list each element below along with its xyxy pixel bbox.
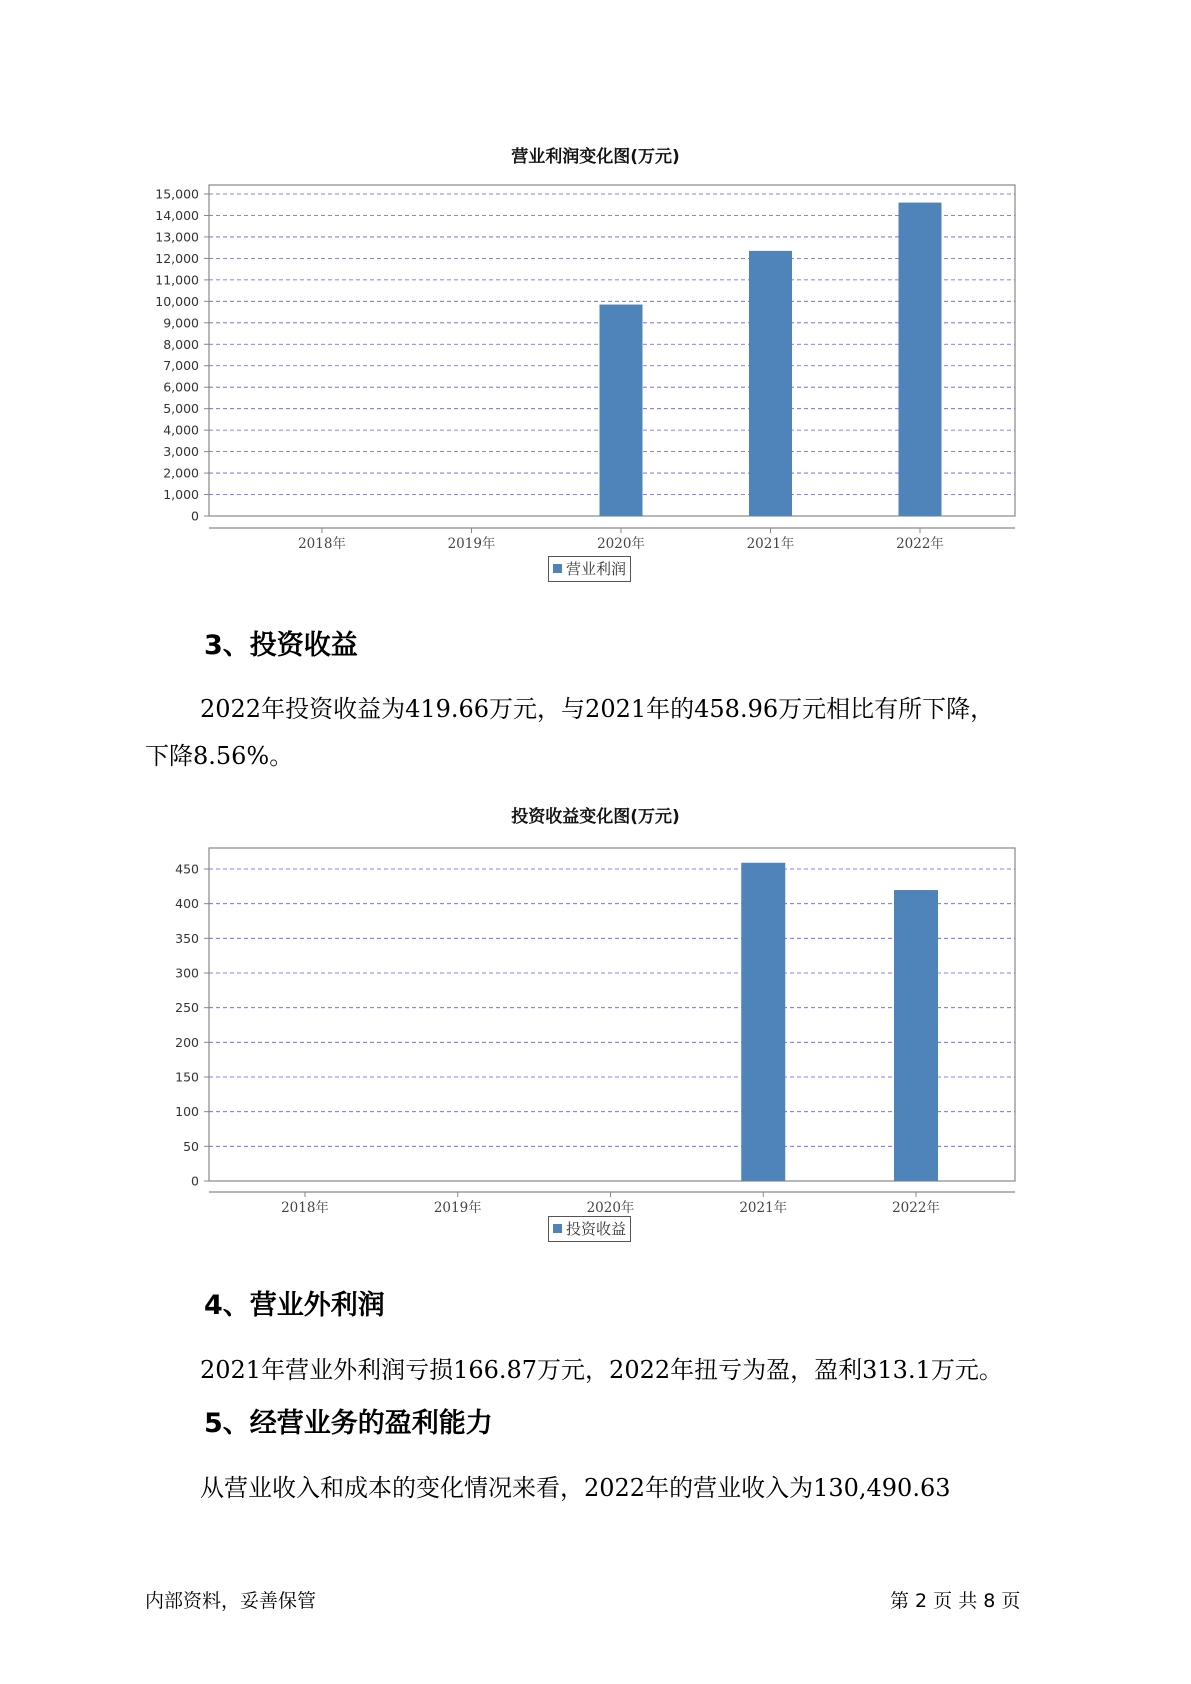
x-tick-label: 2021年 (746, 536, 795, 552)
bar (894, 890, 938, 1181)
legend-swatch (553, 1224, 562, 1233)
y-tick-label: 7,000 (163, 358, 199, 374)
x-tick-label: 2020年 (597, 536, 645, 552)
y-tick-label: 11,000 (155, 272, 199, 288)
x-tick-label: 2022年 (892, 1200, 940, 1216)
x-tick-label: 2019年 (433, 1200, 482, 1216)
x-tick-label: 2019年 (447, 536, 496, 552)
y-tick-label: 200 (175, 1034, 199, 1050)
chart-title-operating-profit: 营业利润变化图(万元) (511, 147, 680, 167)
y-tick-label: 9,000 (163, 315, 199, 331)
y-tick-label: 12,000 (155, 250, 199, 266)
y-tick-label: 14,000 (155, 207, 199, 223)
x-tick-label: 2020年 (586, 1200, 635, 1216)
y-tick-label: 0 (191, 1173, 199, 1189)
bar (741, 863, 785, 1181)
y-tick-label: 15,000 (155, 186, 199, 202)
y-tick-label: 50 (183, 1138, 199, 1154)
y-tick-label: 100 (175, 1104, 199, 1120)
y-tick-label: 10,000 (155, 293, 199, 309)
y-tick-label: 450 (175, 861, 199, 877)
legend-label: 营业利润 (566, 560, 627, 578)
y-tick-label: 0 (191, 508, 199, 524)
legend-label: 投资收益 (566, 1220, 627, 1238)
x-tick-label: 2018年 (281, 1200, 329, 1216)
footer-confidential-note: 内部资料，妥善保管 (145, 1590, 317, 1612)
section-heading-profitability: 5、经营业务的盈利能力 (204, 1408, 493, 1439)
non-operating-paragraph: 2021年营业外利润亏损166.87万元，2022年扭亏为盈，盈利313.1万元。 (200, 1356, 1003, 1384)
y-tick-label: 3,000 (163, 444, 199, 460)
x-tick-label: 2022年 (896, 536, 944, 552)
y-tick-label: 350 (175, 930, 199, 946)
y-tick-label: 6,000 (163, 379, 199, 395)
y-tick-label: 13,000 (155, 229, 199, 245)
section-heading-non-operating: 4、营业外利润 (204, 1290, 385, 1321)
y-tick-label: 300 (175, 965, 199, 981)
y-tick-label: 2,000 (163, 465, 199, 481)
y-tick-label: 400 (175, 896, 199, 912)
investment-paragraph-line2: 下降8.56%。 (145, 742, 294, 770)
y-tick-label: 4,000 (163, 422, 199, 438)
y-tick-label: 5,000 (163, 401, 199, 417)
y-tick-label: 150 (175, 1069, 199, 1085)
x-tick-label: 2021年 (739, 1200, 788, 1216)
y-tick-label: 8,000 (163, 336, 199, 352)
section-heading-investment: 3、投资收益 (204, 630, 358, 661)
y-tick-label: 1,000 (163, 487, 199, 503)
chart-title-investment-income: 投资收益变化图(万元) (511, 807, 680, 827)
footer-page-number: 第 2 页 共 8 页 (890, 1590, 1021, 1612)
chart-legend-investment-income (548, 1216, 631, 1242)
profitability-paragraph: 从营业收入和成本的变化情况来看，2022年的营业收入为130,490.63 (200, 1474, 951, 1502)
investment-paragraph-line1: 2022年投资收益为419.66万元，与2021年的458.96万元相比有所下降， (200, 695, 995, 723)
x-tick-label: 2018年 (298, 536, 346, 552)
y-tick-label: 250 (175, 1000, 199, 1016)
